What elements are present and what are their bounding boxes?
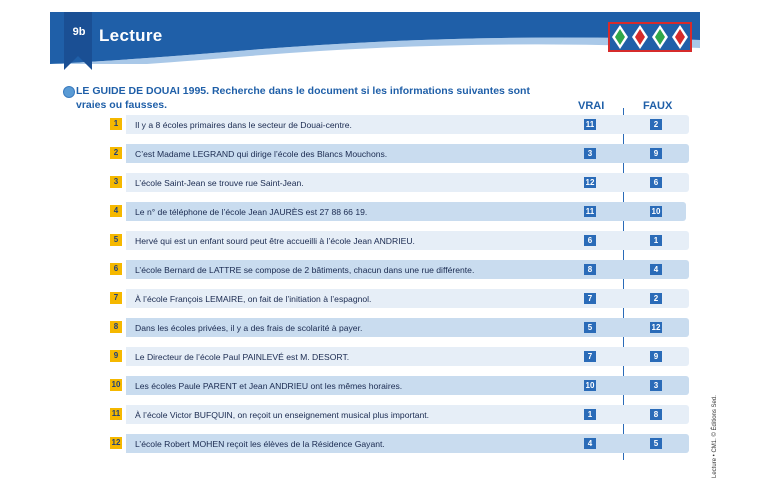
- row-number: 2: [110, 147, 122, 159]
- statement-text: Hervé qui est un enfant sourd peut être accueilli à l’école Jean ANDRIEU.: [135, 236, 415, 246]
- statement-text: Les écoles Paule PARENT et Jean ANDRIEU ont les mêmes horaires.: [135, 381, 403, 391]
- row-number: 9: [110, 350, 122, 362]
- statement-text: Dans les écoles privées, il y a des frais de scolarité à payer.: [135, 323, 363, 333]
- row-number: 11: [111, 409, 121, 418]
- row-number: 3: [110, 176, 122, 188]
- faux-code-box[interactable]: 12: [651, 323, 661, 332]
- faux-code-box[interactable]: 3: [650, 380, 662, 391]
- vrai-code-box[interactable]: 12: [585, 178, 595, 187]
- page-title: Lecture: [99, 26, 163, 45]
- faux-code-box[interactable]: 10: [651, 207, 661, 216]
- statement-text: L’école Saint-Jean se trouve rue Saint-Jean.: [135, 178, 304, 188]
- faux-code-box[interactable]: 9: [650, 351, 662, 362]
- faux-code-box[interactable]: 5: [650, 438, 662, 449]
- row-number: 10: [111, 380, 121, 389]
- statement-text: L’école Bernard de LATTRE se compose de 2 bâtiments, chacun dans une rue différente.: [135, 265, 475, 275]
- faux-code-box[interactable]: 2: [650, 119, 662, 130]
- instruction-text: LE GUIDE DE DOUAI 1995. Recherche dans le document si les informations suivantes sont vraies ou fausses.: [76, 85, 530, 111]
- statement-text: Il y a 8 écoles primaires dans le secteur de Douai-centre.: [135, 120, 352, 130]
- statement-text: Le n° de téléphone de l’école Jean JAURÈS est 27 88 66 19.: [135, 207, 368, 217]
- row-number: 12: [111, 438, 121, 447]
- bullet-icon: [63, 86, 75, 98]
- vrai-code-box[interactable]: 1: [584, 409, 596, 420]
- page-number: 9b: [72, 26, 86, 38]
- statement-text: Le Directeur de l’école Paul PAINLEVÉ est M. DESORT.: [135, 352, 350, 362]
- side-credit: Lecture • CM1. © Éditions Sed.: [712, 395, 718, 478]
- row-number: 7: [110, 292, 122, 304]
- faux-code-box[interactable]: 8: [650, 409, 662, 420]
- vrai-code-box[interactable]: 11: [585, 207, 595, 216]
- faux-code-box[interactable]: 6: [650, 177, 662, 188]
- statement-text: À l’école Victor BUFQUIN, on reçoit un enseignement musical plus important.: [135, 410, 430, 420]
- row-number: 8: [110, 321, 122, 333]
- row-number: 1: [110, 118, 122, 130]
- statement-text: À l’école François LEMAIRE, on fait de l’initiation à l’espagnol.: [135, 294, 372, 304]
- faux-code-box[interactable]: 1: [650, 235, 662, 246]
- vrai-code-box[interactable]: 8: [584, 264, 596, 275]
- faux-code-box[interactable]: 9: [650, 148, 662, 159]
- vrai-code-box[interactable]: 5: [584, 322, 596, 333]
- statement-text: C’est Madame LEGRAND qui dirige l’école des Blancs Mouchons.: [135, 149, 388, 159]
- vrai-code-box[interactable]: 7: [584, 293, 596, 304]
- column-header-faux: FAUX: [643, 100, 673, 112]
- statement-text: L’école Robert MOHEN reçoit les élèves de la Résidence Gayant.: [135, 439, 385, 449]
- vrai-code-box[interactable]: 3: [584, 148, 596, 159]
- vrai-code-box[interactable]: 10: [585, 381, 595, 390]
- faux-code-box[interactable]: 4: [650, 264, 662, 275]
- faux-code-box[interactable]: 2: [650, 293, 662, 304]
- column-header-vrai: VRAI: [578, 100, 605, 112]
- row-number: 6: [110, 263, 122, 275]
- vrai-code-box[interactable]: 7: [584, 351, 596, 362]
- vrai-code-box[interactable]: 11: [585, 120, 595, 129]
- harlequin-logo-icon: [608, 22, 692, 52]
- row-number: 5: [110, 234, 122, 246]
- vrai-code-box[interactable]: 6: [584, 235, 596, 246]
- row-number: 4: [110, 205, 122, 217]
- vrai-code-box[interactable]: 4: [584, 438, 596, 449]
